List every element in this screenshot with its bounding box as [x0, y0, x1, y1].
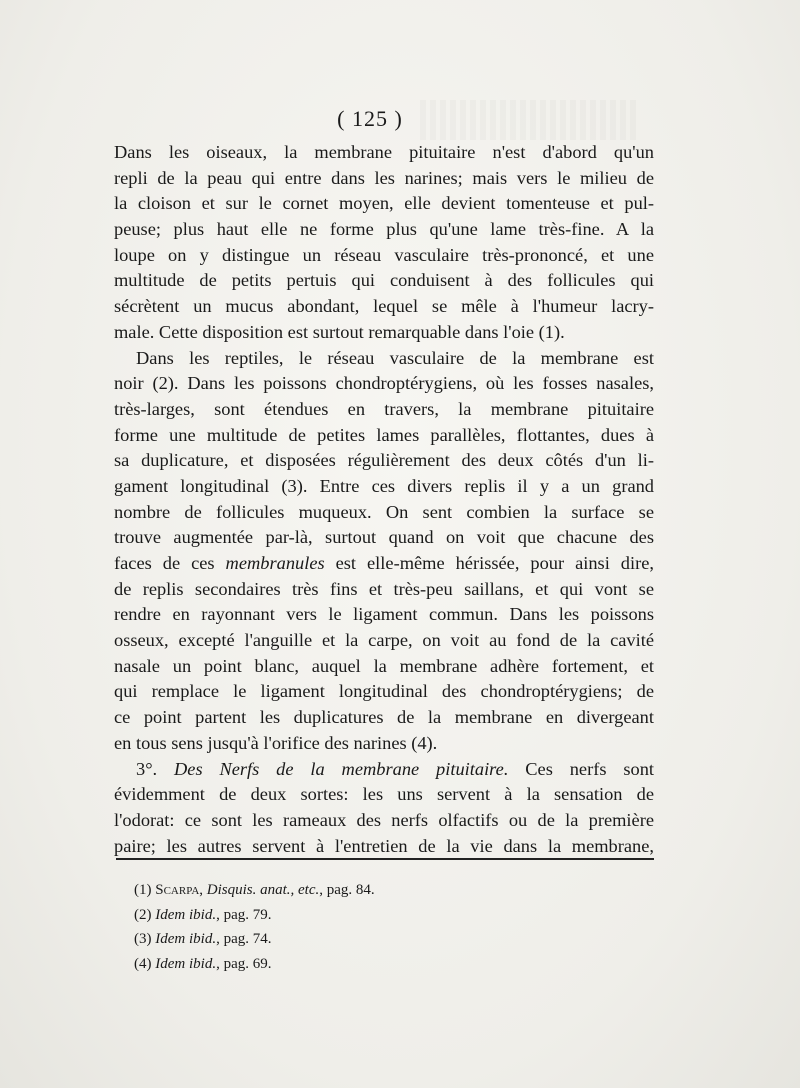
text-line: forme une multitude de petites lames parallèles, flottantes, dues à — [114, 424, 654, 445]
text-line: gament longitudinal (3). Entre ces divers replis il y a un grand — [114, 475, 654, 496]
footnote-ref: Idem ibid. — [155, 931, 217, 947]
text-segment: faces de ces — [114, 553, 226, 573]
text-line: nasale un point blanc, auquel la membrane adhère fortement, et — [114, 655, 654, 676]
text-line: rendre en rayonnant vers le ligament commun. Dans les poissons — [114, 604, 654, 625]
text-line: en tous sens jusqu'à l'orifice des narines (4). — [114, 732, 438, 753]
text-line: male. Cette disposition est surtout remarquable dans l'oie (1). — [114, 321, 565, 342]
body-text — [114, 140, 654, 859]
footnote-page: , pag. 69. — [216, 955, 272, 972]
italic-segment: membranules — [225, 553, 325, 573]
text-segment: est elle-même hérissée, pour ainsi dire, — [324, 553, 654, 573]
footnote-num: (4) — [134, 955, 156, 972]
text-line: Dans les oiseaux, la membrane pituitaire n'est d'abord qu'un — [114, 142, 654, 162]
footnote-author: Scarpa — [155, 882, 200, 898]
text-line: loupe on y distingue un réseau vasculaire très-prononcé, et une — [114, 244, 654, 265]
text-segment: 3°. — [136, 758, 175, 779]
footnote — [134, 903, 494, 928]
text-line: qui remplace le ligament longitudinal des chondroptérygiens; de — [114, 681, 654, 702]
footnote-separator-rule — [116, 858, 654, 860]
footnote — [134, 927, 494, 952]
footnote — [134, 952, 494, 977]
text-line: nombre de follicules muqueux. On sent combien la surface se — [114, 501, 654, 522]
italic-segment: Des Nerfs de la membrane pituitaire. — [174, 758, 509, 779]
text-line: trouve augmentée par-là, surtout quand on voit que chacune des — [114, 527, 654, 548]
text-line: peuse; plus haut elle ne forme plus qu'une lame très-fine. A la — [114, 219, 654, 240]
text-line: très-larges, sont étendues en travers, la membrane pituitaire — [114, 398, 654, 419]
text-line: l'odorat: ce sont les rameaux des nerfs olfactifs ou de la première — [114, 809, 654, 830]
footnote-sep: , — [199, 882, 207, 898]
footnote-ref: Idem ibid. — [155, 906, 217, 923]
text-line: multitude de petits pertuis qui conduisent à des follicules qui — [114, 270, 654, 291]
footnote-num: (3) — [134, 931, 156, 947]
text-segment: Ces nerfs sont — [508, 758, 654, 779]
text-line: noir (2). Dans les poissons chondroptérygiens, où les fosses nasales, — [114, 373, 654, 394]
footnote-ref: Disquis. anat., etc. — [206, 882, 320, 898]
text-line: Dans les reptiles, le réseau vasculaire de la membrane est — [136, 347, 654, 368]
page-number: ( 125 ) — [337, 106, 403, 131]
text-line — [114, 757, 654, 783]
text-line: paire; les autres servent à l'entretien de la vie dans la membrane, — [114, 835, 654, 856]
text-line: osseux, excepté l'anguille et la carpe, on voit au fond de la cavité — [114, 630, 654, 651]
text-line: repli de la peau qui entre dans les narines; mais vers le milieu de — [114, 167, 654, 188]
text-line: évidemment de deux sortes: les uns servent à la sensation de — [114, 784, 654, 805]
text-line: ce point partent les duplicatures de la membrane en divergeant — [114, 707, 654, 728]
footnotes — [134, 878, 494, 976]
footnote-ref: Idem ibid. — [155, 955, 217, 972]
footnote-num: (2) — [134, 906, 156, 923]
footnote-page: , pag. 74. — [216, 931, 272, 947]
text-line: sa duplicature, et disposées régulièrement des deux côtés d'un li- — [114, 450, 654, 471]
text-line: sécrètent un mucus abondant, lequel se mêle à l'humeur lacry- — [114, 296, 654, 317]
footnote-page: , pag. 84. — [319, 882, 375, 898]
text-line: de replis secondaires très fins et très-peu saillans, et qui vont se — [114, 578, 654, 599]
footnote — [134, 878, 494, 903]
footnote-num: (1) — [134, 882, 156, 898]
footnote-page: , pag. 79. — [216, 906, 272, 923]
text-line — [114, 551, 654, 577]
text-line: la cloison et sur le cornet moyen, elle devient tomenteuse et pul- — [114, 193, 654, 214]
